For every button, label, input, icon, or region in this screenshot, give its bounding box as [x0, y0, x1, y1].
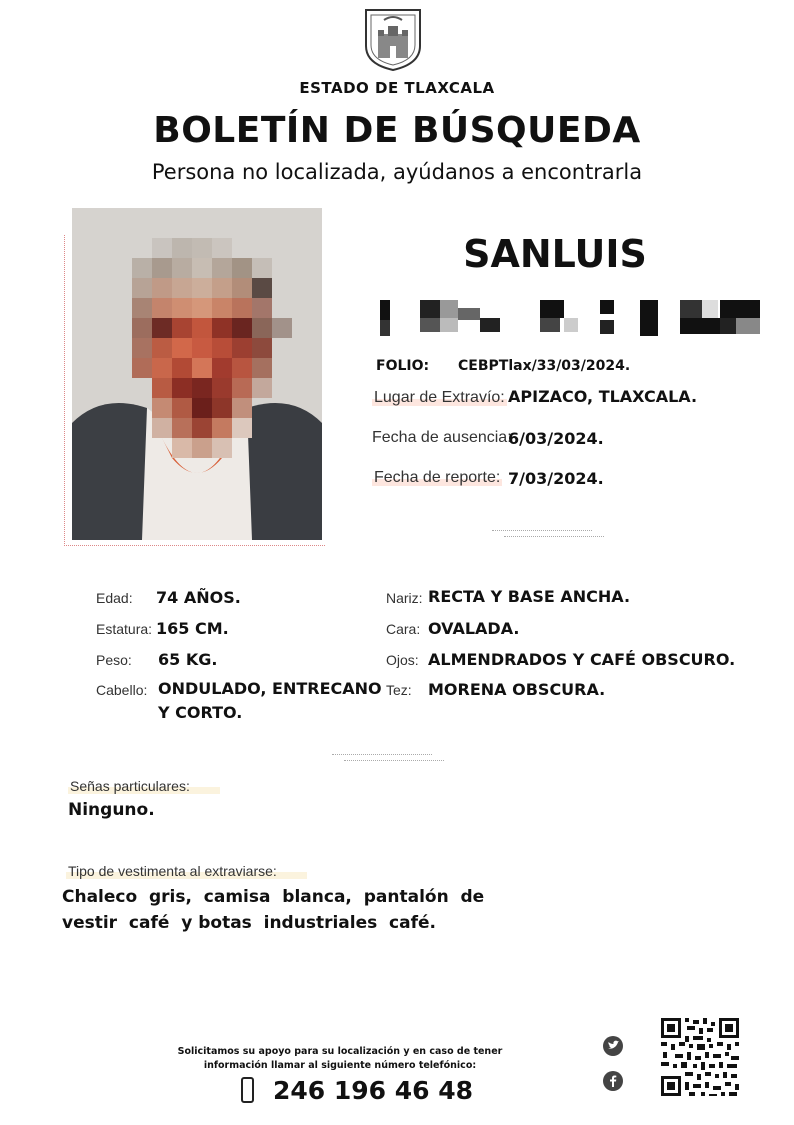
facebook-f-glyph	[603, 1071, 623, 1091]
clothing-line-2: vestir café y botas industriales café.	[62, 913, 436, 933]
bulletin-title: BOLETÍN DE BÚSQUEDA	[153, 110, 641, 151]
feature-value-face: OVALADA.	[428, 619, 520, 638]
marks-label-text: Señas particulares:	[68, 778, 220, 794]
divider-3	[332, 754, 432, 755]
footer-message	[160, 1045, 520, 1073]
clothing-label-text: Tipo de vestimenta al extraviarse:	[66, 863, 307, 879]
feature-value-hair: ONDULADO, ENTRECANO	[158, 679, 382, 698]
feature-value-skin: MORENA OBSCURA.	[428, 680, 606, 699]
feature-label-weight: Peso:	[96, 652, 132, 668]
feature-value-nose: RECTA Y BASE ANCHA.	[428, 587, 631, 606]
feature-value-hair-cont: Y CORTO.	[158, 703, 243, 722]
place-label-text: Lugar de Extravío:	[374, 389, 505, 406]
redacted-name-pixelation	[380, 298, 760, 340]
divider-4	[344, 760, 444, 761]
feature-label-face: Cara:	[386, 621, 421, 637]
folio-label: FOLIO:	[376, 358, 430, 374]
bulletin-subtitle: Persona no localizada, ayúdanos a encontrarla	[151, 160, 643, 184]
twitter-icon[interactable]	[603, 1036, 623, 1056]
feature-value-weight: 65 KG.	[158, 650, 218, 669]
divider-1	[492, 530, 592, 531]
divider-2	[504, 536, 604, 537]
feature-value-height: 165 CM.	[156, 619, 229, 638]
marks-label	[68, 776, 220, 795]
marks-value: Ninguno.	[68, 800, 155, 820]
clothing-line-1: Chaleco gris, camisa blanca, pantalón de	[62, 887, 485, 907]
footer-line-2: información llamar al siguiente número telefónico:	[203, 1060, 477, 1071]
feature-label-nose: Nariz:	[386, 590, 423, 606]
case-label-report	[372, 469, 502, 487]
feature-label-age: Edad:	[96, 590, 133, 606]
feature-value-age: 74 AÑOS.	[156, 588, 241, 607]
clothing-label	[66, 861, 307, 880]
person-surname: SANLUIS	[463, 232, 647, 276]
footer-line-1: Solicitamos su apoyo para su localización y en caso de tener	[177, 1046, 503, 1057]
feature-value-eyes: ALMENDRADOS Y CAFÉ OBSCURO.	[428, 650, 736, 669]
phone-icon	[241, 1077, 254, 1103]
report-label-text: Fecha de reporte:	[374, 469, 501, 486]
case-label-absence	[372, 429, 512, 447]
case-value-absence: 6/03/2024.	[508, 429, 604, 448]
case-value-place: APIZACO, TLAXCALA.	[508, 387, 698, 406]
folio-number: CEBPTlax/33/03/2024.	[458, 358, 631, 374]
twitter-bird-glyph	[603, 1036, 623, 1056]
feature-label-skin: Tez:	[386, 682, 412, 698]
person-photo-pixelated	[72, 208, 322, 540]
feature-label-height: Estatura:	[96, 621, 153, 637]
state-crest-logo	[362, 6, 424, 72]
feature-label-hair: Cabello:	[96, 682, 148, 698]
qr-code[interactable]	[659, 1016, 741, 1098]
case-label-place	[372, 389, 507, 407]
state-name: ESTADO DE TLAXCALA	[299, 79, 495, 97]
facebook-icon[interactable]	[603, 1071, 623, 1091]
absence-label-text: Fecha de ausencia:	[372, 429, 512, 446]
case-value-report: 7/03/2024.	[508, 469, 604, 488]
contact-phone-number[interactable]: 246 196 46 48	[273, 1076, 474, 1105]
photo-pixelated-drawing	[72, 208, 322, 540]
feature-label-eyes: Ojos:	[386, 652, 419, 668]
